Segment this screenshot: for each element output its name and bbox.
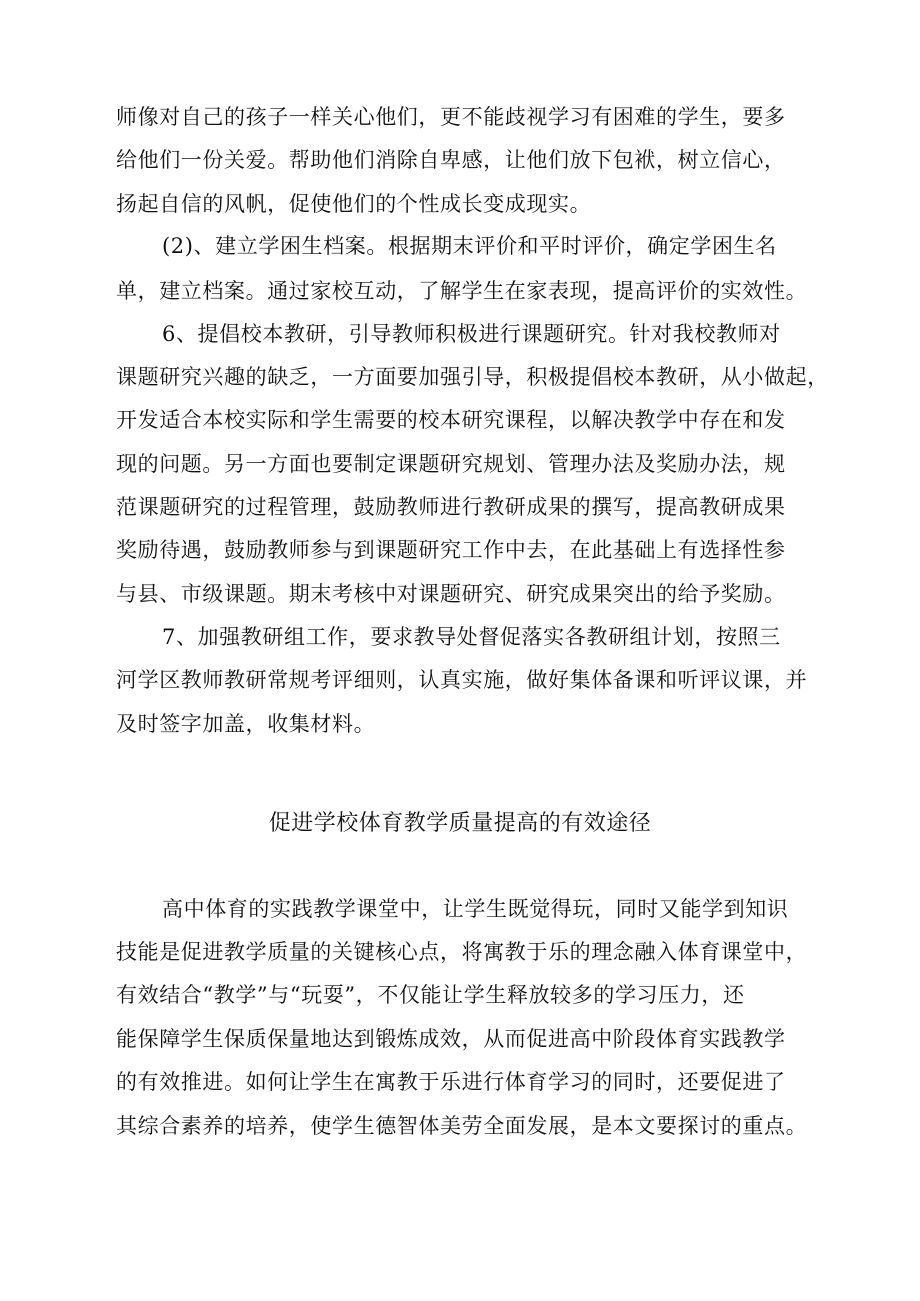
paragraph-line: 高中体育的实践教学课堂中，让学生既觉得玩，同时又能学到知识 (162, 897, 789, 921)
paragraph-line: 与县、市级课题。期末考核中对课题研究、研究成果突出的给予奖励。 (116, 582, 786, 606)
paragraph-line: 给他们一份关爱。帮助他们消除自卑感，让他们放下包袱，树立信心， (116, 148, 786, 172)
paragraph-line: 的有效推进。如何让学生在寓教于乐进行体育学习的同时，还要促进了 (116, 1070, 786, 1094)
paragraph-line: 6、提倡校本教研，引导教师积极进行课题研究。针对我校教师对 (162, 322, 781, 346)
paragraph-line: 开发适合本校实际和学生需要的校本研究课程，以解决教学中存在和发 (116, 408, 786, 432)
paragraph-line: 单，建立档案。通过家校互动，了解学生在家表现，提高评价的实效性。 (116, 279, 808, 303)
paragraph-line: 范课题研究的过程管理，鼓励教师进行教研成果的撰写，提高教研成果 (116, 495, 786, 519)
paragraph-line: 师像对自己的孩子一样关心他们，更不能歧视学习有困难的学生，要多 (116, 105, 786, 129)
paragraph-line: 及时签字加盖，收集材料。 (116, 712, 376, 736)
paragraph-line: 有效结合“教学”与“玩耍”，不仅能让学生释放较多的学习压力，还 (116, 983, 745, 1007)
paragraph-line: (2)、建立学困生档案。根据期末评价和平时评价，确定学困生名 (162, 234, 777, 258)
paragraph-line: 7、加强教研组工作，要求教导处督促落实各教研组计划，按照三 (162, 625, 781, 649)
paragraph-line: 扬起自信的风帆，促使他们的个性成长变成现实。 (116, 192, 592, 216)
paragraph-line: 其综合素养的培养，使学生德智体美劳全面发展，是本文要探讨的重点。 (116, 1114, 808, 1138)
paragraph-line: 现的问题。另一方面也要制定课题研究规划、管理办法及奖励办法，规 (116, 452, 786, 476)
paragraph-line: 河学区教师教研常规考评细则，认真实施，做好集体备课和听评议课，并 (116, 668, 808, 692)
paragraph-line: 课题研究兴趣的缺乏，一方面要加强引导，积极提倡校本教研，从小做起， (116, 365, 829, 389)
paragraph-line: 技能是促进教学质量的关键核心点，将寓教于乐的理念融入体育课堂中， (116, 940, 808, 964)
paragraph-line: 奖励待遇，鼓励教师参与到课题研究工作中去，在此基础上有选择性参 (116, 538, 786, 562)
paragraph-line: 能保障学生保质保量地达到锻炼成效，从而促进高中阶段体育实践教学 (116, 1027, 786, 1051)
article-title: 促进学校体育教学质量提高的有效途径 (268, 811, 652, 836)
